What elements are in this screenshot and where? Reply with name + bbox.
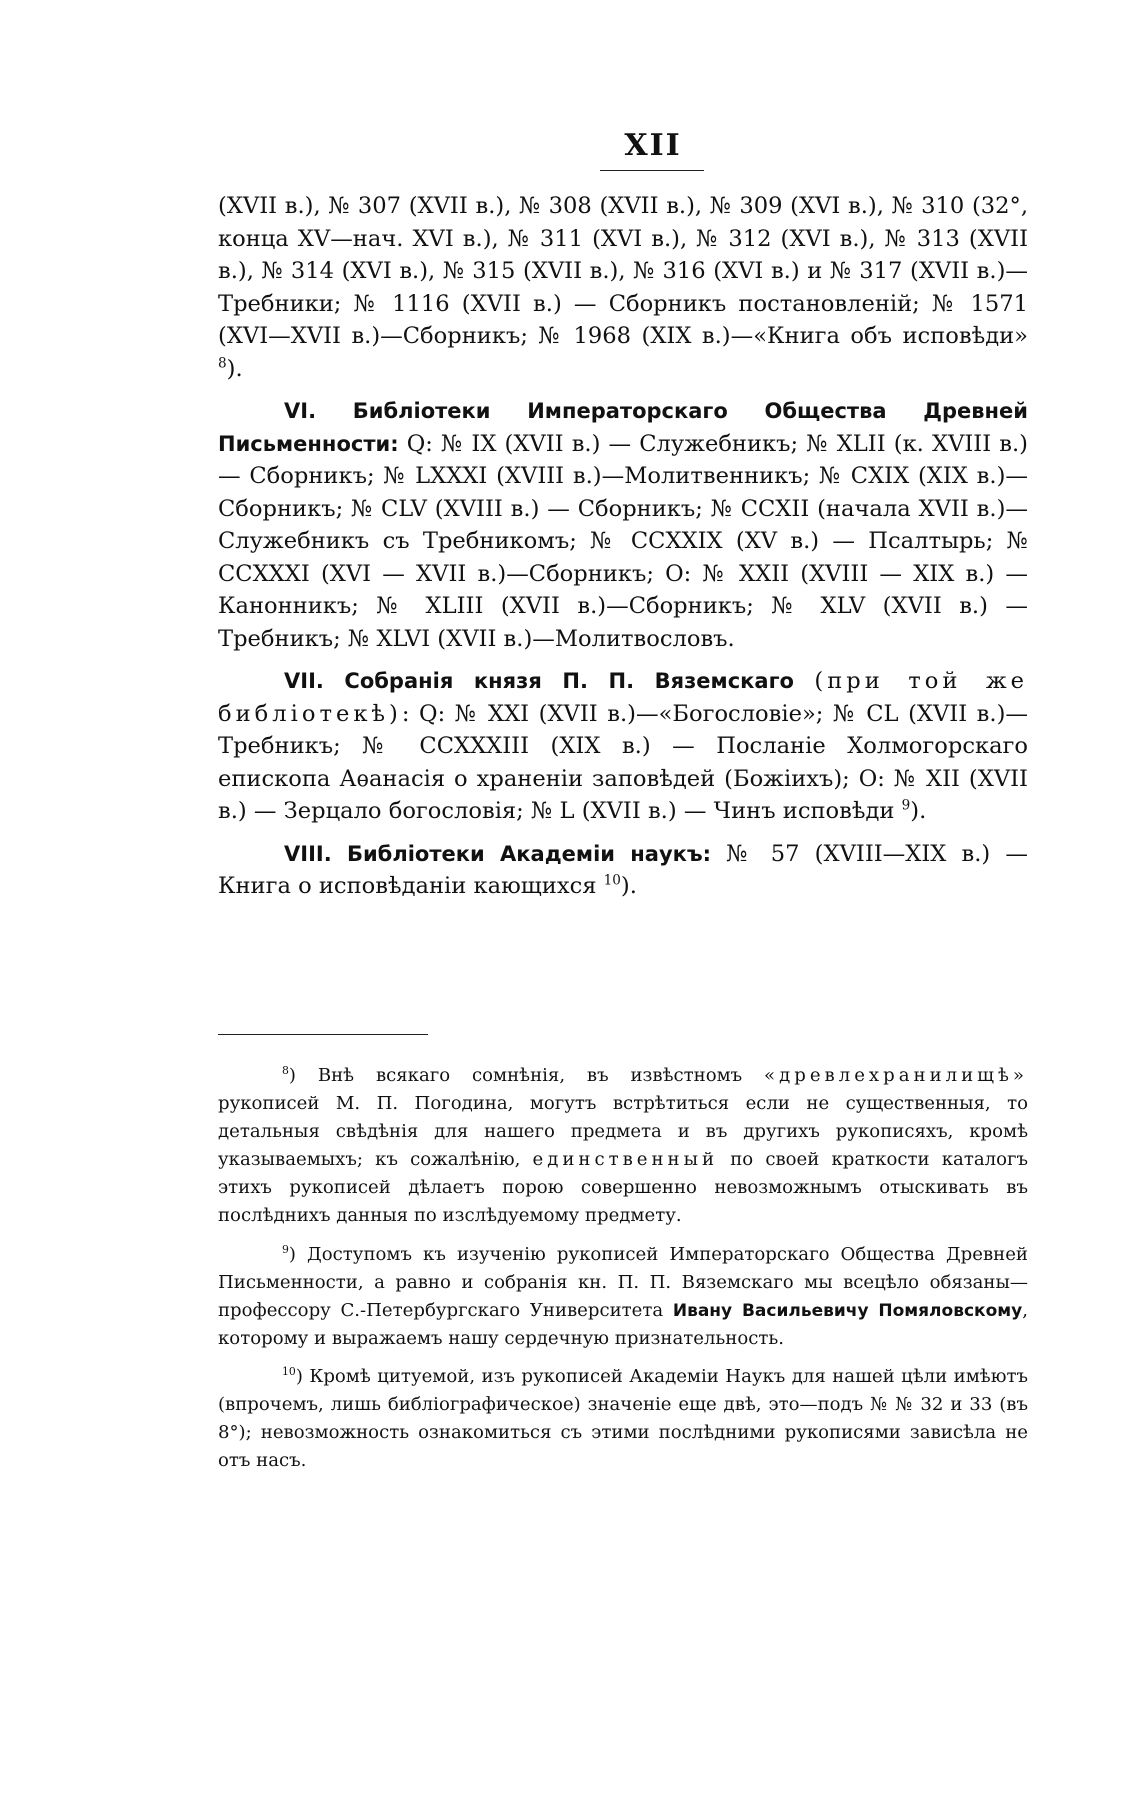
- note-ref-10: 10: [603, 872, 621, 889]
- section-vii-heading: VII. Собранія князя П. П. Вяземскаго: [284, 669, 794, 693]
- footnote-spaced: единственный: [532, 1149, 719, 1171]
- paragraph-end: ).: [226, 355, 243, 382]
- section-viii-text: № 57 (XVIII—XIX в.) — Книга о исповѣданіи кающихся: [218, 840, 1028, 899]
- section-vii-spaced: (при той же библіотекѣ): [218, 668, 1029, 727]
- footnote-text: ) Внѣ всякаго сомнѣнія, въ извѣстномъ: [288, 1065, 765, 1086]
- footnote-mark: 10: [282, 1364, 296, 1378]
- footnotes: [218, 1062, 1028, 1485]
- paragraph-text: (XVII в.), № 307 (XVII в.), № 308 (XVII в.), № 309 (XVI в.), № 310 (32°, конца XV—нач. XVI в.), № 311 (XVI в.), № 312 (XVI в.), № 313 (XVII в.), № 314 (XVI в.), № 315 (XVII в.), № 316 (XVI в.) и № 317 (XVII в.)—Требники; № 1116 (XVII в.) — Сборникъ постановленій; № 1571 (XVI—XVII в.)—Сборникъ; № 1968 (XIX в.)—«Книга объ исповѣди»: [218, 193, 1028, 349]
- section-viii-heading: VIII. Библіотеки Академіи наукъ:: [284, 841, 712, 866]
- footnote-text: ) Доступомъ къ изученію рукописей Императорскаго Общества Древней Письменности, а равно и собранія кн. П. П. Вяземскаго мы всецѣло обязаны—профессору С.-Петербургскаго Университета: [218, 1243, 1028, 1321]
- footnote-10: [218, 1363, 1028, 1475]
- main-text: [218, 190, 1028, 903]
- section-vi-heading: VI. Библіотеки Императорскаго Общества Древней Письменности:: [218, 399, 1028, 456]
- footnote-text: по своей краткости каталогъ этихъ рукописей дѣлаетъ порою совершенно невозможнымъ отыскивать въ послѣднихъ данныя по изслѣдуемому предмету.: [218, 1149, 1028, 1227]
- section-vi-text: Q: № IX (XVII в.) — Служебникъ; № XLII (к. XVIII в.) — Сборникъ; № LXXXI (XVIII в.)—Молитвенникъ; № CXIX (XIX в.)— Сборникъ; № CLV (XVIII в.) — Сборникъ; № CCXII (начала XVII в.)—Служебникъ съ Требникомъ; № CCXXIX (XV в.) — Псалтырь; № CCXXXI (XVI — XVII в.)—Сборникъ; O: № XXII (XVIII — XIX в.) — Канонникъ; № XLIII (XVII в.)—Сборникъ; № XLV (XVII в.) — Требникъ; № XLVI (XVII в.)—Молитвословъ.: [218, 430, 1028, 652]
- section-vii: [218, 665, 1028, 828]
- footnote-spaced: «древлехранилищѣ»: [764, 1065, 1028, 1086]
- section-vii-text: : Q: № XXI (XVII в.)—«Богословіе»; № CL (XVII в.)— Требникъ; № CCXXXIII (XIX в.) — Посланіе Холмогорскаго епископа Аѳанасія о храненіи заповѣдей (Божіихъ); O: № XII (XVII в.) — Зерцало богословія; № L (XVII в.) — Чинъ исповѣди: [218, 700, 1028, 824]
- footnote-mark: 9: [282, 1242, 289, 1256]
- footnote-rule: [218, 1034, 428, 1035]
- footnote-text: рукописей М. П. Погодина, могутъ встрѣтиться если не существенныя, то детальныя свѣдѣнія для нашего предмета и въ другихъ рукописяхъ, кромѣ указываемыхъ; къ сожалѣнію,: [218, 1093, 1028, 1171]
- paragraph-continuation: [218, 190, 1028, 385]
- paragraph-end: ).: [910, 798, 927, 824]
- footnote-name: Ивану Васильевичу Помяловскому: [672, 1300, 1023, 1321]
- footnote-9: [218, 1241, 1028, 1353]
- note-ref-9: 9: [901, 797, 911, 814]
- paragraph-end: ).: [620, 873, 637, 899]
- section-viii: [218, 838, 1028, 903]
- section-vi: [218, 395, 1028, 655]
- footnote-text: ) Кромѣ цитуемой, изъ рукописей Академіи Наукъ для нашей цѣли имѣютъ (впрочемъ, лишь библіографическое) значеніе еще двѣ, это—подъ № № 32 и 33 (въ 8°); невозможность ознакомиться съ этими послѣдними рукописями зависѣла не отъ насъ.: [218, 1365, 1028, 1472]
- header-rule: [600, 170, 704, 171]
- footnote-mark: 8: [282, 1063, 289, 1077]
- page-number: XII: [624, 128, 682, 163]
- footnote-text: , которому и выражаемъ нашу сердечную признательность.: [218, 1299, 1028, 1349]
- footnote-8: [218, 1062, 1028, 1231]
- note-ref-8: 8: [218, 354, 227, 371]
